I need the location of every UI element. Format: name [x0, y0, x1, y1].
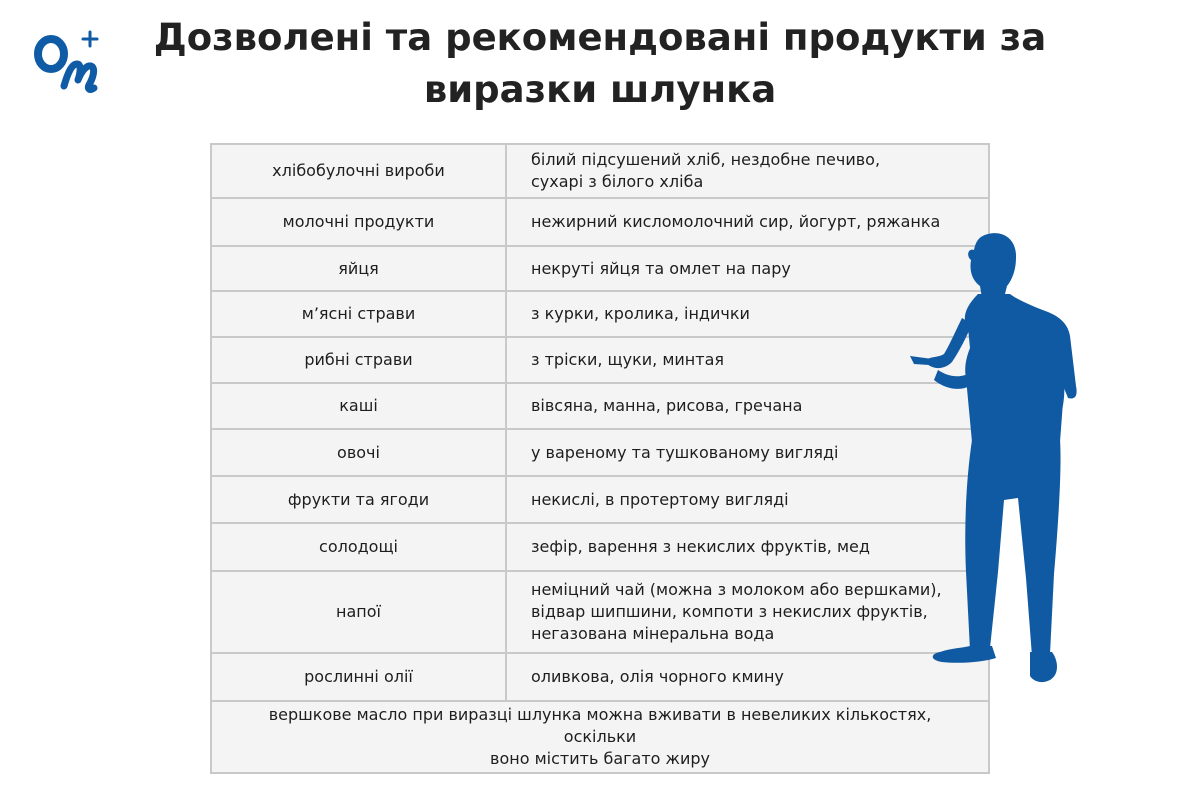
category-cell: каші [211, 383, 506, 429]
table-row [211, 144, 989, 198]
table-row [211, 653, 989, 701]
items-line: некруті яйця та омлет на пару [531, 258, 791, 278]
items-line: негазована мінеральна вода [531, 624, 775, 643]
page-title-line-2: виразки шлунка [423, 68, 777, 111]
on-plus-logo-icon [30, 28, 102, 94]
food-table [210, 143, 990, 774]
table-row [211, 523, 989, 571]
person-with-tablet-silhouette-icon [900, 228, 1085, 690]
category-cell: хлібобулочні вироби [211, 144, 506, 198]
table-row [211, 337, 989, 383]
table-row [211, 291, 989, 337]
note-line: воно містить багато жиру [490, 749, 710, 768]
note-line: вершкове масло при виразці шлунка можна вживати в невеликих кількостях, оскільки [268, 705, 932, 746]
category-cell: напої [211, 571, 506, 653]
note-cell [211, 701, 989, 773]
category-cell: м’ясні страви [211, 291, 506, 337]
table-row [211, 246, 989, 291]
category-cell: рослинні олії [211, 653, 506, 701]
page-title-line-1: Дозволені та рекомендовані продукти за [153, 16, 1047, 59]
items-line: некислі, в протертому вигляді [531, 489, 789, 509]
category-cell: молочні продукти [211, 198, 506, 246]
items-line: нежирний кисломолочний сир, йогурт, ряжанка [531, 212, 941, 231]
table-row [211, 429, 989, 476]
items-line: з курки, кролика, індички [531, 304, 750, 323]
category-cell: рибні страви [211, 337, 506, 383]
items-line: неміцний чай (можна з молоком або вершками), [531, 580, 942, 599]
category-cell: солодощі [211, 523, 506, 571]
table-row [211, 383, 989, 429]
category-cell: яйця [211, 246, 506, 291]
category-cell: фрукти та ягоди [211, 476, 506, 523]
category-cell: овочі [211, 429, 506, 476]
items-line: зефір, варення з некислих фруктів, мед [531, 537, 870, 556]
items-line: сухарі з білого хліба [531, 172, 704, 191]
items-line: з тріски, щуки, минтая [531, 350, 724, 369]
items-line: відвар шипшини, компоти з некислих фруктів, [531, 602, 928, 621]
items-cell [506, 144, 989, 198]
table-row [211, 476, 989, 523]
table-row [211, 198, 989, 246]
items-line: у вареному та тушкованому вигляді [531, 442, 839, 462]
items-line: білий підсушений хліб, нездобне печиво, [531, 150, 881, 169]
table-row [211, 701, 989, 773]
items-line: оливкова, олія чорного кмину [531, 667, 784, 686]
items-line: вівсяна, манна, рисова, гречана [531, 396, 803, 415]
table-row [211, 571, 989, 653]
page-title [150, 12, 1050, 116]
